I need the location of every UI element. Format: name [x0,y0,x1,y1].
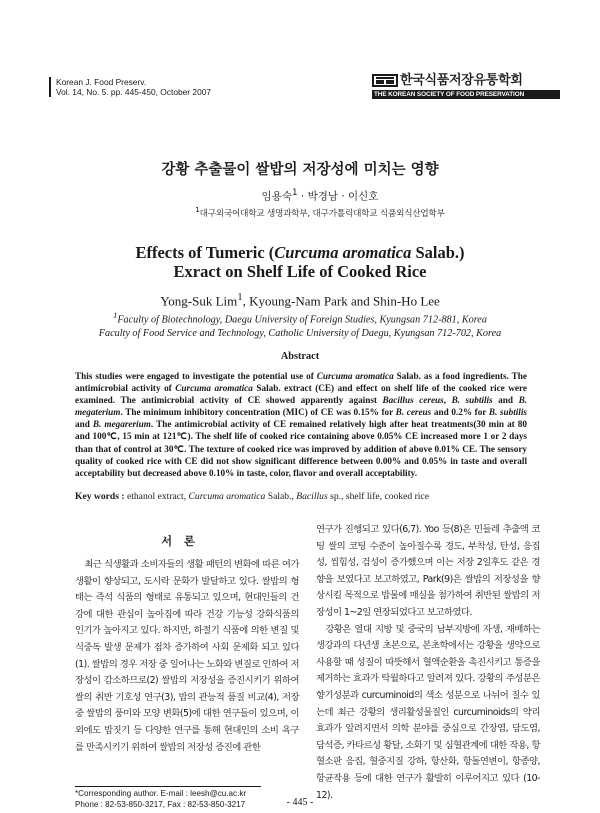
affiliation-line-2: Faculty of Food Service and Technology, Catholic University of Daegu, Kyungsan 712-702, Korea [98,327,502,339]
body-paragraph: 최근 식생활과 소비자들의 생활 패턴의 변화에 따른 여가 생활이 향상되고, 도시락 문화가 발달하고 있다. 쌀밥의 형태는 즉석 식품의 형태로 유통되고 있으며, 현대인들의 건강에 대한 관심이 높아짐에 따라 건강 기능성 강화식품의 인기가 높아지고 있다. 하지만, 하절기 식품에 의한 변질 및 식중독 발생 문제가 점차 증가하여 사회 문제화 되고 있다(1). 쌀밥의 경우 저장 중 일어나는 노화와 변질로 인하여 저장성이 감소하므로(2) 쌀밥의 저장성을 증진시키기 위하여 쌀의 취반 기호성 연구(3), 밥의 관능적 품질 비교(4), 저장 중 쌀밥의 풍미와 모양 변화(5)에 대한 연구들이 있으며, 이외에도 밥짓기 등 다양한 연구를 통해 현대인의 소비 욕구를 만족시키기 위하여 쌀밥의 저장성 증진에 관한 [75,559,300,753]
abstract-species: B. subtilis [451,395,493,406]
korean-affiliation [0,205,600,219]
affiliation-line-1: Faculty of Biotechnology, Daegu University of Foreign Studies, Kyungsan 712-881, Korea [117,314,487,326]
keywords-line [75,491,535,502]
footnote-divider [75,786,261,787]
author-others-kr: · 박경남 · 이신호 [297,190,379,203]
author-lim-kr: 임용숙 [261,190,292,203]
society-logo-icon [372,74,398,87]
journal-name: Korean J. Food Preserv. [56,77,147,87]
author-marker: 1 [237,291,243,303]
author-lim-en: Yong-Suk Lim [160,293,238,309]
abstract-species: B. megaterium [75,395,527,418]
abstract-segment: This studies were engaged to investigate the potential use of [75,371,317,381]
affiliation-marker: 1 [113,310,118,320]
society-name-english: THE KOREAN SOCIETY OF FOOD PRESERVATION [372,90,560,99]
title-species: Curcuma aromatica [274,243,412,262]
abstract-species: Bacillus cereus [382,395,444,406]
abstract-heading: Abstract [280,351,320,362]
abstract-species: Curcuma aromatica [316,371,394,381]
author-marker: 1 [291,188,298,198]
abstract-segment: . The minimum inhibitory concentration (MIC) of CE was 0.15% for [120,407,396,418]
abstract-segment: and 0.2% for [431,407,489,418]
abstract-species: Curcuma aromatica [175,383,253,394]
keyword-text: ethanol extract, [124,491,189,502]
abstract-segment: . The antimicrobial activity of CE remained relatively high after heat treatments(30 min at 80 and 100℃, 15 min at 121℃). The shelf life of cooked rice containing above 0.05% CE increased more 1 or 2 days than that of control at 30℃. The texture of cooked rice was improved by addition of above 0.01% CE. The sensory quality of cooked rice with CE did not show significant difference between 0.00% and 0.05% in taste and overall acceptability but decreased above 0.10% in taste, color, flavor and overall acceptability. [75,419,527,478]
title-part: Salab.) [411,243,465,262]
affiliation-text-kr: 대구외국어대학교 생명과학부, 대구가톨릭대학교 식품외식산업학부 [199,208,445,219]
english-affiliations [0,309,600,340]
keyword-genus: Bacillus [296,491,328,502]
abstract-text [75,370,527,479]
footnote-phone: Phone : 82-53-850-3217, Fax : 82-53-850-3217 [75,800,246,809]
abstract-segment: Salab. as a food ingredients. The antimicrobial activity of [75,371,527,394]
journal-volume: Vol. 14, No. 5. pp. 445-450, October 2007 [56,87,212,97]
footnote-email: *Corresponding author. E-mail : leesh@cu.ac.kr [75,789,247,798]
abstract-species: B. megarerium [92,419,151,430]
society-name-korean: 한국식품저장유통학회 [400,73,523,88]
body-column-left [75,557,299,756]
abstract-species: B. subtilis [488,407,527,418]
keyword-species: Curcuma aromatica [188,491,266,502]
keywords-label: Key words : [75,491,125,502]
author-others-en: , Kyoung-Nam Park and Shin-Ho Lee [242,293,440,309]
society-header [372,73,560,99]
keyword-text: sp., shelf life, cooked rice [327,491,429,502]
korean-authors [0,188,600,204]
title-part: Effects of Tumeric ( [135,243,275,262]
journal-citation [49,77,286,97]
abstract-segment: , [443,395,452,406]
affiliation-marker: 1 [195,205,200,214]
title-line-2: Exract on Shelf Life of Cooked Rice [173,262,427,281]
abstract-segment: Salab. extract (CE) and effect on shelf life of the cooked rice were examined. The antimicrobial activity of CE showed apparently against [75,383,527,406]
english-title [0,243,600,281]
body-paragraph: 강황은 열대 지방 및 중국의 남부지방에 자생, 재배하는 생강과의 다년생 초본으로, 본초학에서는 강황을 생약으로 사용할 때 성질이 따뜻해서 혈액순환을 촉진시키고 통증을 제거하는 효과가 탁월하다고 알려져 있다. 강황의 주성분은 향기성분과 curcuminoid의 색소 성분으로 나뉘어 질수 있는데 최근 강황의 생리활성물질인 curcuminoids의 약리 효과가 알려지면서 의학 분야를 중심으로 간장염, 담도염, 담석증, 카타르성 황달, 소화기 및 심혈관계에 대한 작용, 항 혈소판 응집, 혈중지질 강하, 항산화, 항돌연변이, 항종양, 항균작용 등에 대한 연구가 활발히 이루어지고 있다 (10-12). [316,623,540,801]
abstract-segment: and [75,419,93,430]
body-column-right [316,522,540,804]
page-number: - 445 - [286,797,314,808]
keyword-text: Salab., [265,491,297,502]
introduction-heading: 서론 [161,535,207,548]
korean-title: 강황 추출물이 쌀밥의 저장성에 미치는 영향 [161,162,439,178]
abstract-species: B. cereus [395,407,432,418]
body-paragraph: 연구가 진행되고 있다(6,7). Yoo 등(8)은 민들레 추출액 코팅 쌀의 코팅 수준이 높아질수록 경도, 부착성, 탄성, 응집성, 씹힘성, 검성이 증가했으며 이는 저장 2일후도 같은 경향을 보였다고 보고하였고, Park(9)은 쌀밥의 저장성을 향상시킬 목적으로 밥물에 매실을 첨가하여 취반된 쌀밥의 저장성이 1~2일 연장되었다고 보고하였다. [316,524,540,618]
abstract-segment: and [492,395,519,406]
english-authors [0,291,600,309]
